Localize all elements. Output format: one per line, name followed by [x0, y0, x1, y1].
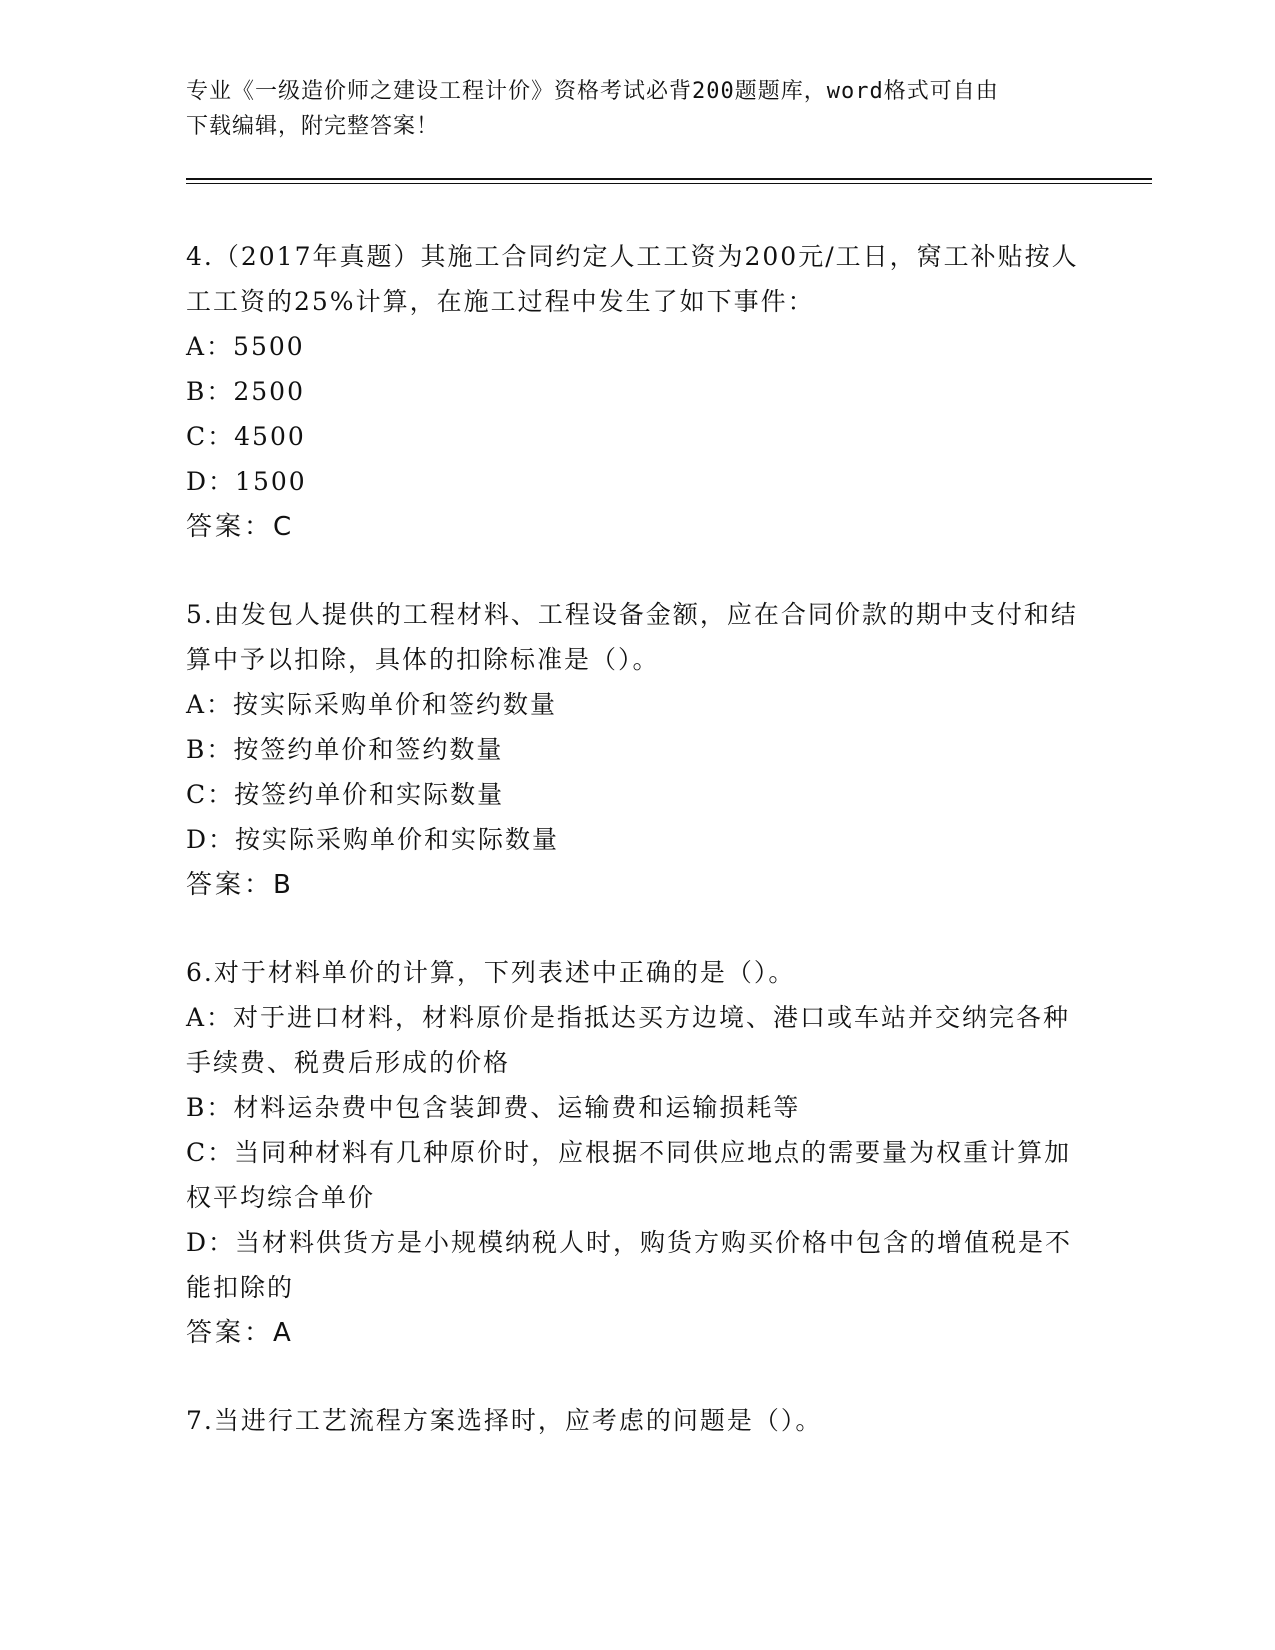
answer-label: 答案： [186, 870, 274, 900]
answer-label: 答案： [186, 512, 274, 542]
question-5 [186, 592, 1086, 908]
option-d: D：当材料供货方是小规模纳税人时，购货方购买价格中包含的增值税是不能扣除的 [186, 1228, 1073, 1302]
answer-line [186, 1310, 1086, 1356]
question-text: 5.由发包人提供的工程材料、工程设备金额，应在合同价款的期中支付和结算中予以扣除，具体的扣除标准是（）。 [186, 600, 1078, 674]
answer-value: C [273, 512, 292, 542]
answer-line [186, 862, 1086, 908]
option-c: C：按签约单价和实际数量 [186, 780, 505, 809]
header-line-2: 下载编辑，附完整答案！ [186, 114, 440, 139]
option-b: B：按签约单价和签约数量 [186, 735, 504, 764]
answer-line [186, 504, 1086, 550]
answer-label: 答案： [186, 1318, 274, 1348]
option-c: C：4500 [186, 422, 306, 451]
header-line-1: 专业《一级造价师之建设工程计价》资格考试必背200题题库，word格式可自由 [186, 79, 999, 104]
question-6 [186, 950, 1086, 1356]
option-a: A：按实际采购单价和签约数量 [186, 690, 558, 719]
option-a: A：对于进口材料，材料原价是指抵达买方边境、港口或车站并交纳完各种手续费、税费后形成的价格 [186, 1003, 1071, 1077]
option-b: B：材料运杂费中包含装卸费、运输费和运输损耗等 [186, 1093, 801, 1122]
option-d: D：1500 [186, 467, 307, 496]
option-d: D：按实际采购单价和实际数量 [186, 825, 560, 854]
option-c: C：当同种材料有几种原价时，应根据不同供应地点的需要量为权重计算加权平均综合单价 [186, 1138, 1072, 1212]
header-divider-thick [186, 178, 1152, 180]
question-text: 6.对于材料单价的计算，下列表述中正确的是（）。 [186, 958, 796, 987]
answer-value: A [273, 1318, 291, 1348]
question-text: 7.当进行工艺流程方案选择时，应考虑的问题是（）。 [186, 1406, 823, 1435]
document-header [186, 74, 1086, 144]
option-b: B：2500 [186, 377, 305, 406]
answer-value: B [273, 870, 291, 900]
question-7 [186, 1398, 1086, 1443]
option-a: A：5500 [186, 332, 305, 361]
question-text: 4.（2017年真题）其施工合同约定人工工资为200元/工日，窝工补贴按人工工资的25%计算，在施工过程中发生了如下事件： [186, 242, 1079, 316]
question-list [186, 234, 1086, 1485]
question-4 [186, 234, 1086, 550]
header-divider-thin [186, 183, 1152, 184]
